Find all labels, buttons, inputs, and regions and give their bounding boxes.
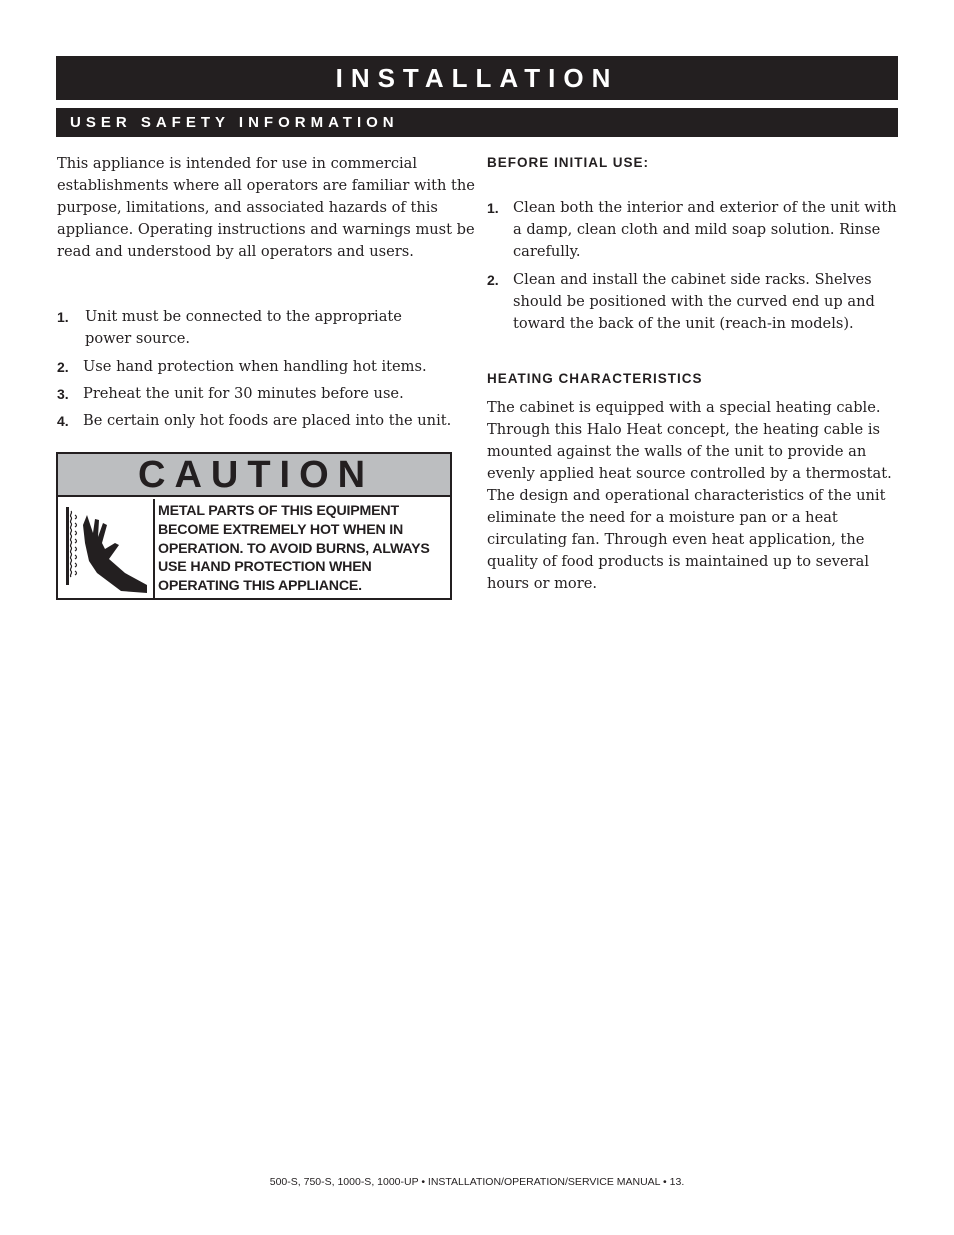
item-number: 4. (57, 413, 69, 429)
item-text: Clean both the interior and exterior of the unit with a damp, clean cloth and mild soap solution. Rinse carefully. (513, 199, 897, 260)
caution-box (56, 452, 452, 600)
caution-message: METAL PARTS OF THIS EQUIPMENT BECOME EXTREMELY HOT WHEN IN OPERATION. TO AVOID BURNS, ALWAYS USE HAND PROTECTION WHEN OPERATING THIS APPLIANCE. (158, 503, 430, 595)
item-text: Preheat the unit for 30 minutes before use. (83, 385, 404, 402)
caution-title: CAUTION (58, 454, 450, 497)
heating-heading: HEATING CHARACTERISTICS (487, 371, 703, 386)
section-title: USER SAFETY INFORMATION (56, 108, 898, 137)
item-number: 1. (57, 309, 69, 325)
list-item (57, 356, 477, 383)
list-item (57, 410, 477, 437)
intro-paragraph: This appliance is intended for use in commercial establishments where all operators are familiar with the purpose, limitations, and associated hazards of this appliance. Operating instructions and warnings must be read and understood by all operators and users. (57, 155, 475, 260)
list-item (487, 197, 907, 269)
item-text: Use hand protection when handling hot items. (83, 358, 427, 375)
heating-paragraph: The cabinet is equipped with a special heating cable. Through this Halo Heat concept, the heating cable is mounted against the walls of the unit to provide an evenly applied heat source controlled by a thermostat. The design and operational characteristics of the unit eliminate the need for a moisture pan or a heat circulating fan. Through even heat application, the quality of food products is maintained up to several hours or more. (487, 399, 892, 592)
page-footer: 500-S, 750-S, 1000-S, 1000-UP • INSTALLATION/OPERATION/SERVICE MANUAL • 13. (269, 1176, 685, 1188)
item-text: Clean and install the cabinet side racks. Shelves should be positioned with the curved end up and toward the back of the unit (reach-in models). (513, 271, 875, 332)
before-use-heading: BEFORE INITIAL USE: (487, 155, 650, 170)
list-item (57, 306, 477, 356)
item-text: Unit must be connected to the appropriate power source. (85, 308, 402, 347)
list-item (487, 269, 907, 335)
before-use-list (487, 197, 907, 335)
item-number: 3. (57, 386, 69, 402)
item-text: Be certain only hot foods are placed into the unit. (83, 412, 452, 429)
item-number: 1. (487, 200, 499, 216)
list-item (57, 383, 477, 410)
hot-surface-hand-icon (58, 499, 155, 598)
item-number: 2. (57, 359, 69, 375)
page-title: INSTALLATION (56, 56, 898, 100)
item-number: 2. (487, 272, 499, 288)
safety-list (57, 306, 477, 437)
